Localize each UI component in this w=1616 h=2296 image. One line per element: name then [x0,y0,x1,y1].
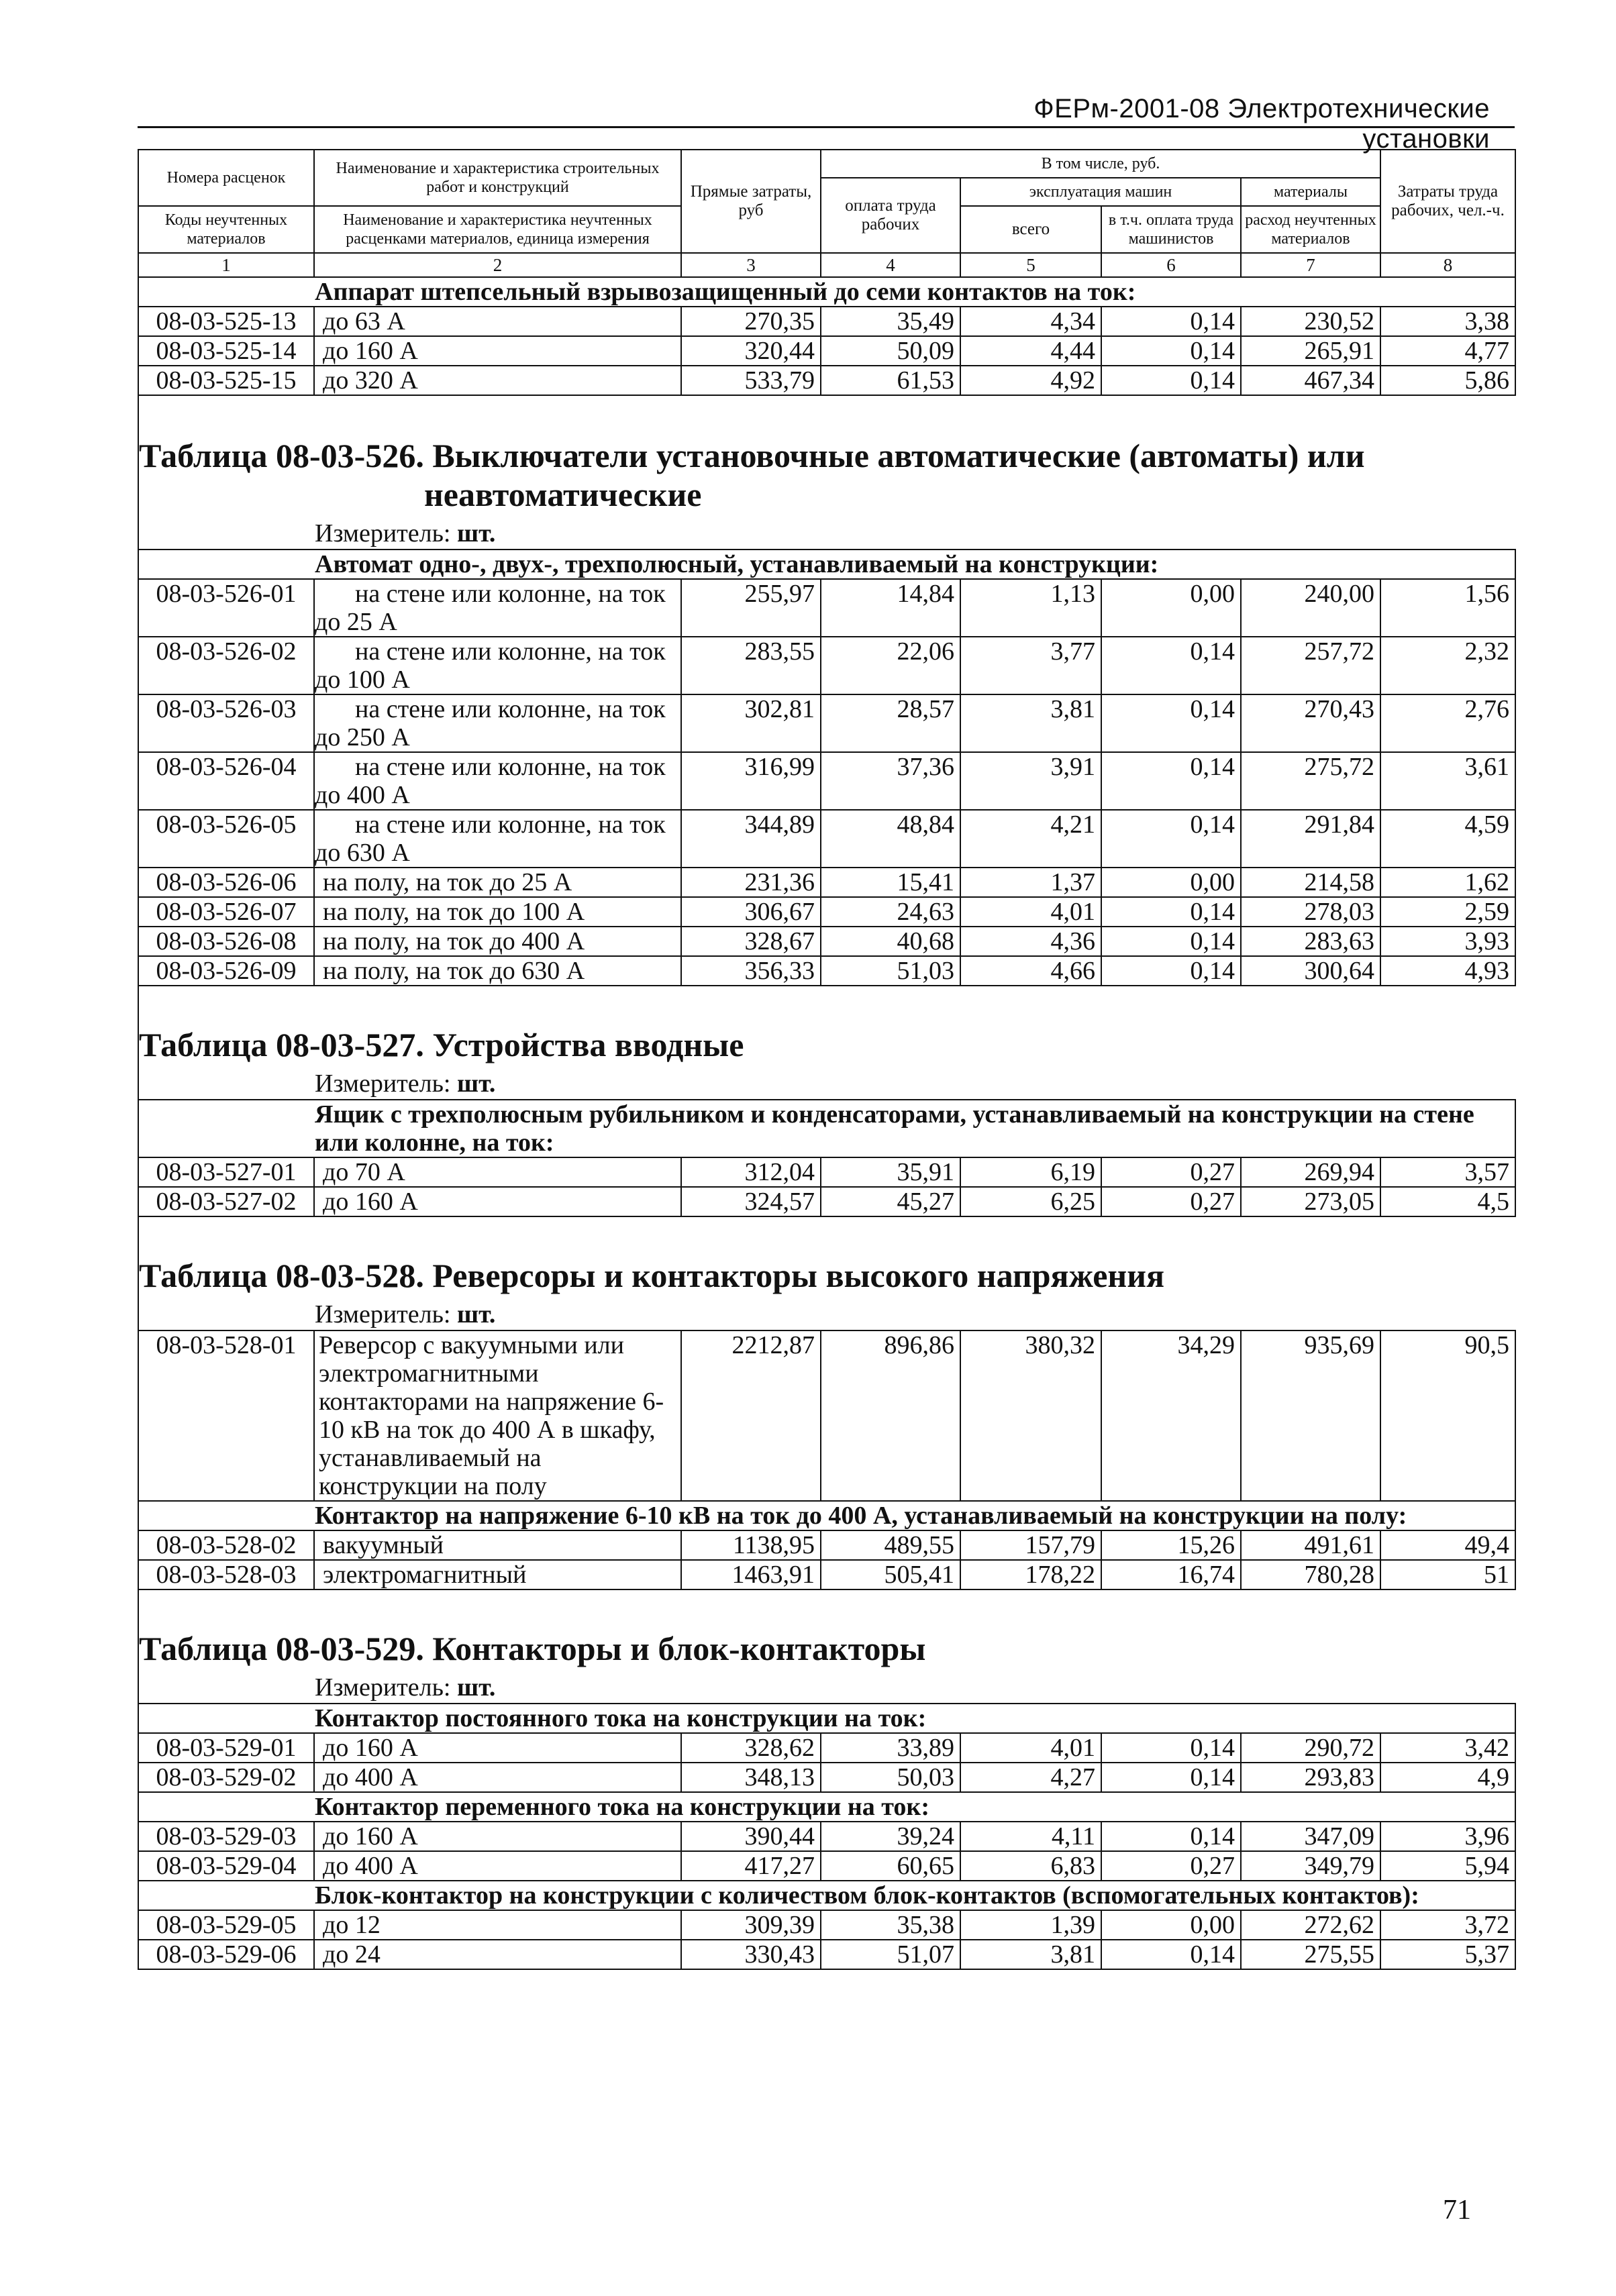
direct-costs: 348,13 [681,1763,821,1792]
rate-description: на стене или колонне, на ток до 250 А [314,694,681,752]
group-heading: Контактор на напряжение 6-10 кВ на ток до 400 А, устанавливаемый на конструкции на полу: [138,1501,1515,1530]
machines-total: 6,19 [960,1157,1101,1187]
worker-pay: 51,03 [821,956,960,986]
rate-code: 08-03-529-06 [138,1940,314,1969]
labor-hours: 2,76 [1380,694,1515,752]
direct-costs: 283,55 [681,637,821,694]
materials: 240,00 [1241,579,1380,637]
direct-costs: 330,43 [681,1940,821,1969]
materials: 273,05 [1241,1187,1380,1216]
direct-costs: 270,35 [681,307,821,336]
machinist-pay: 0,14 [1101,956,1241,986]
table-row [138,1910,1515,1940]
direct-costs: 356,33 [681,956,821,986]
labor-hours: 49,4 [1380,1530,1515,1560]
machinist-pay: 0,00 [1101,1910,1241,1940]
table-row [138,1940,1515,1969]
rate-code: 08-03-528-02 [138,1530,314,1560]
worker-pay: 14,84 [821,579,960,637]
machinist-pay: 0,14 [1101,1822,1241,1851]
rates-table [138,149,1516,1970]
worker-pay: 48,84 [821,810,960,868]
table-title-line: неавтоматические [424,476,702,513]
machinist-pay: 0,14 [1101,1940,1241,1969]
rate-description: до 160 А [314,1733,681,1763]
materials: 283,63 [1241,927,1380,956]
rate-description: на стене или колонне, на ток до 400 А [314,752,681,810]
machinist-pay: 0,14 [1101,307,1241,336]
rate-code: 08-03-529-05 [138,1910,314,1940]
rate-description: на полу, на ток до 400 А [314,927,681,956]
machinist-pay: 0,14 [1101,366,1241,395]
machinist-pay: 0,14 [1101,1733,1241,1763]
labor-hours: 51 [1380,1560,1515,1589]
materials: 269,94 [1241,1157,1380,1187]
worker-pay: 35,91 [821,1157,960,1187]
rate-code: 08-03-526-02 [138,637,314,694]
table-row [138,1530,1515,1560]
labor-hours: 5,94 [1380,1851,1515,1881]
running-header: ФЕРм-2001-08 Электротехнические установки [1033,94,1490,154]
col-machines-total: всего [960,206,1101,253]
col-number: 5 [960,253,1101,277]
rate-description: до 160 А [314,1187,681,1216]
materials: 349,79 [1241,1851,1380,1881]
materials: 467,34 [1241,366,1380,395]
table-row [138,1822,1515,1851]
table-title: Таблица 08-03-528. Реверсоры и контакторы высокого напряжения [138,1216,1515,1300]
machinist-pay: 0,00 [1101,868,1241,897]
table-row [138,694,1515,752]
direct-costs: 344,89 [681,810,821,868]
measure-unit: шт. [457,1069,496,1098]
rate-description: до 400 А [314,1851,681,1881]
materials: 300,64 [1241,956,1380,986]
labor-hours: 3,72 [1380,1910,1515,1940]
rate-description: на полу, на ток до 25 А [314,868,681,897]
direct-costs: 2212,87 [681,1330,821,1501]
header-rule [138,126,1515,128]
rate-description: до 70 А [314,1157,681,1187]
machines-total: 4,01 [960,897,1101,927]
rate-code: 08-03-529-03 [138,1822,314,1851]
col-rates-number: Номера расценок [138,150,314,206]
group-heading: Ящик с трехполюсным рубильником и конденсаторами, устанавливаемый на конструкции на стене или колонне, на ток: [138,1100,1515,1157]
labor-hours: 2,59 [1380,897,1515,927]
labor-hours: 4,5 [1380,1187,1515,1216]
machines-total: 4,27 [960,1763,1101,1792]
table-row [138,1560,1515,1589]
col-materials: материалы [1241,178,1380,206]
labor-hours: 3,42 [1380,1733,1515,1763]
direct-costs: 312,04 [681,1157,821,1187]
worker-pay: 489,55 [821,1530,960,1560]
machines-total: 4,66 [960,956,1101,986]
table-row [138,810,1515,868]
worker-pay: 61,53 [821,366,960,395]
rate-code: 08-03-528-03 [138,1560,314,1589]
table-row [138,1330,1515,1501]
materials: 291,84 [1241,810,1380,868]
col-material-use: расход неучтенных материалов [1241,206,1380,253]
labor-hours: 4,77 [1380,336,1515,366]
materials: 270,43 [1241,694,1380,752]
worker-pay: 896,86 [821,1330,960,1501]
labor-hours: 5,86 [1380,366,1515,395]
rate-description: на стене или колонне, на ток до 630 А [314,810,681,868]
machines-total: 178,22 [960,1560,1101,1589]
materials: 935,69 [1241,1330,1380,1501]
table-row [138,927,1515,956]
materials: 491,61 [1241,1530,1380,1560]
worker-pay: 45,27 [821,1187,960,1216]
labor-hours: 90,5 [1380,1330,1515,1501]
machines-total: 4,11 [960,1822,1101,1851]
machines-total: 4,44 [960,336,1101,366]
direct-costs: 533,79 [681,366,821,395]
direct-costs: 390,44 [681,1822,821,1851]
materials: 290,72 [1241,1733,1380,1763]
table-row [138,752,1515,810]
worker-pay: 28,57 [821,694,960,752]
materials: 230,52 [1241,307,1380,336]
direct-costs: 231,36 [681,868,821,897]
group-heading: Контактор переменного тока на конструкции на ток: [138,1792,1515,1822]
table-row [138,1763,1515,1792]
labor-hours: 3,57 [1380,1157,1515,1187]
machinist-pay: 0,27 [1101,1157,1241,1187]
worker-pay: 50,03 [821,1763,960,1792]
col-worker-pay: оплата труда рабочих [821,178,960,253]
rate-code: 08-03-528-01 [138,1330,314,1501]
machinist-pay: 15,26 [1101,1530,1241,1560]
labor-hours: 5,37 [1380,1940,1515,1969]
table-row [138,897,1515,927]
rate-description: до 63 А [314,307,681,336]
machines-total: 3,91 [960,752,1101,810]
rate-description: на стене или колонне, на ток до 25 А [314,579,681,637]
rate-code: 08-03-526-08 [138,927,314,956]
materials: 275,55 [1241,1940,1380,1969]
labor-hours: 3,96 [1380,1822,1515,1851]
labor-hours: 4,59 [1380,810,1515,868]
group-heading: Автомат одно-, двух-, трехполюсный, устанавливаемый на конструкции: [138,550,1515,579]
direct-costs: 328,62 [681,1733,821,1763]
labor-hours: 3,61 [1380,752,1515,810]
direct-costs: 1138,95 [681,1530,821,1560]
col-number: 3 [681,253,821,277]
rate-code: 08-03-526-07 [138,897,314,927]
table-title-line: Таблица 08-03-526. Выключатели установочные автоматические (автоматы) или [139,437,1365,474]
table-row [138,956,1515,986]
col-machinist-pay: в т.ч. оплата труда машинистов [1101,206,1241,253]
rate-code: 08-03-529-02 [138,1763,314,1792]
col-number: 1 [138,253,314,277]
machinist-pay: 0,14 [1101,336,1241,366]
table-row [138,868,1515,897]
rate-code: 08-03-526-04 [138,752,314,810]
rate-description: на полу, на ток до 100 А [314,897,681,927]
group-heading: Контактор постоянного тока на конструкции на ток: [138,1704,1515,1733]
table-row [138,336,1515,366]
rate-code: 08-03-527-02 [138,1187,314,1216]
machines-total: 4,21 [960,810,1101,868]
worker-pay: 50,09 [821,336,960,366]
table-row [138,1851,1515,1881]
col-material-codes: Коды неучтенных материалов [138,206,314,253]
rate-code: 08-03-525-13 [138,307,314,336]
machines-total: 4,01 [960,1733,1101,1763]
machines-total: 157,79 [960,1530,1101,1560]
machinist-pay: 16,74 [1101,1560,1241,1589]
machinist-pay: 0,14 [1101,1763,1241,1792]
rate-description: электромагнитный [314,1560,681,1589]
direct-costs: 328,67 [681,927,821,956]
col-number: 6 [1101,253,1241,277]
worker-pay: 51,07 [821,1940,960,1969]
materials: 275,72 [1241,752,1380,810]
col-direct-costs: Прямые затраты, руб [681,150,821,253]
direct-costs: 302,81 [681,694,821,752]
measure-label: Измеритель: [315,1300,451,1328]
worker-pay: 35,38 [821,1910,960,1940]
col-number: 4 [821,253,960,277]
table-title: Таблица 08-03-529. Контакторы и блок-контакторы [138,1589,1515,1673]
direct-costs: 1463,91 [681,1560,821,1589]
machines-total: 380,32 [960,1330,1101,1501]
machinist-pay: 0,27 [1101,1187,1241,1216]
rate-description: на полу, на ток до 630 А [314,956,681,986]
rate-description: Реверсор с вакуумными или электромагнитными контакторами на напряжение 6-10 кВ на ток до 400 А в шкафу, устанавливаемый на конструкции на полу [314,1330,681,1501]
table-row [138,366,1515,395]
rate-description: на стене или колонне, на ток до 100 А [314,637,681,694]
rate-description: до 160 А [314,1822,681,1851]
measure-label: Измеритель: [315,1673,451,1702]
machines-total: 6,83 [960,1851,1101,1881]
labor-hours: 2,32 [1380,637,1515,694]
materials: 272,62 [1241,1910,1380,1940]
direct-costs: 324,57 [681,1187,821,1216]
table-row [138,637,1515,694]
machines-total: 3,77 [960,637,1101,694]
unit-of-measure [138,1300,1515,1330]
machinist-pay: 0,27 [1101,1851,1241,1881]
group-heading: Блок-контактор на конструкции с количеством блок-контактов (вспомогательных контактов): [138,1881,1515,1910]
table-row [138,307,1515,336]
rate-code: 08-03-527-01 [138,1157,314,1187]
machinist-pay: 0,14 [1101,810,1241,868]
machines-total: 1,13 [960,579,1101,637]
worker-pay: 40,68 [821,927,960,956]
materials: 293,83 [1241,1763,1380,1792]
rate-description: до 24 [314,1940,681,1969]
machinist-pay: 0,14 [1101,897,1241,927]
rate-code: 08-03-526-05 [138,810,314,868]
rate-code: 08-03-529-04 [138,1851,314,1881]
unit-of-measure [138,1673,1515,1704]
labor-hours: 3,38 [1380,307,1515,336]
machinist-pay: 0,14 [1101,752,1241,810]
direct-costs: 306,67 [681,897,821,927]
page-number: 71 [1443,2195,1471,2226]
machines-total: 1,37 [960,868,1101,897]
measure-unit: шт. [457,1300,496,1328]
table-row [138,579,1515,637]
rate-code: 08-03-529-01 [138,1733,314,1763]
table-title: Таблица 08-03-527. Устройства вводные [138,986,1515,1069]
col-machine-operation: эксплуатация машин [960,178,1241,206]
col-labor-costs: Затраты труда рабочих, чел.-ч. [1380,150,1515,253]
measure-label: Измеритель: [315,1069,451,1098]
machines-total: 3,81 [960,1940,1101,1969]
direct-costs: 309,39 [681,1910,821,1940]
measure-label: Измеритель: [315,519,451,547]
col-work-name: Наименование и характеристика строительных работ и конструкций [314,150,681,206]
labor-hours: 3,93 [1380,927,1515,956]
rate-code: 08-03-526-09 [138,956,314,986]
rate-code: 08-03-525-14 [138,336,314,366]
col-material-name: Наименование и характеристика неучтенных расценками материалов, единица измерения [314,206,681,253]
worker-pay: 22,06 [821,637,960,694]
measure-unit: шт. [457,519,496,547]
machines-total: 6,25 [960,1187,1101,1216]
rate-description: до 320 А [314,366,681,395]
direct-costs: 417,27 [681,1851,821,1881]
labor-hours: 4,9 [1380,1763,1515,1792]
materials: 780,28 [1241,1560,1380,1589]
machinist-pay: 0,14 [1101,694,1241,752]
rate-code: 08-03-526-01 [138,579,314,637]
table-title [138,395,1515,519]
machinist-pay: 0,00 [1101,579,1241,637]
worker-pay: 35,49 [821,307,960,336]
materials: 265,91 [1241,336,1380,366]
labor-hours: 4,93 [1380,956,1515,986]
col-number: 7 [1241,253,1380,277]
worker-pay: 24,63 [821,897,960,927]
materials: 214,58 [1241,868,1380,897]
labor-hours: 1,62 [1380,868,1515,897]
col-number: 8 [1380,253,1515,277]
worker-pay: 39,24 [821,1822,960,1851]
table-row [138,1733,1515,1763]
direct-costs: 255,97 [681,579,821,637]
unit-of-measure [138,1069,1515,1100]
labor-hours: 1,56 [1380,579,1515,637]
rate-description: до 160 А [314,336,681,366]
worker-pay: 33,89 [821,1733,960,1763]
machines-total: 4,36 [960,927,1101,956]
worker-pay: 60,65 [821,1851,960,1881]
rate-code: 08-03-526-03 [138,694,314,752]
col-number: 2 [314,253,681,277]
table-row [138,1157,1515,1187]
rate-description: вакуумный [314,1530,681,1560]
machinist-pay: 0,14 [1101,637,1241,694]
machinist-pay: 34,29 [1101,1330,1241,1501]
rate-code: 08-03-526-06 [138,868,314,897]
group-heading: Аппарат штепсельный взрывозащищенный до семи контактов на ток: [138,277,1515,307]
worker-pay: 15,41 [821,868,960,897]
machines-total: 4,34 [960,307,1101,336]
materials: 257,72 [1241,637,1380,694]
worker-pay: 37,36 [821,752,960,810]
direct-costs: 320,44 [681,336,821,366]
machines-total: 4,92 [960,366,1101,395]
rate-code: 08-03-525-15 [138,366,314,395]
worker-pay: 505,41 [821,1560,960,1589]
rate-description: до 12 [314,1910,681,1940]
materials: 347,09 [1241,1822,1380,1851]
table-row [138,1187,1515,1216]
materials: 278,03 [1241,897,1380,927]
machines-total: 3,81 [960,694,1101,752]
col-including: В том числе, руб. [821,150,1380,178]
machines-total: 1,39 [960,1910,1101,1940]
rate-description: до 400 А [314,1763,681,1792]
machinist-pay: 0,14 [1101,927,1241,956]
unit-of-measure [138,519,1515,550]
direct-costs: 316,99 [681,752,821,810]
measure-unit: шт. [457,1673,496,1702]
